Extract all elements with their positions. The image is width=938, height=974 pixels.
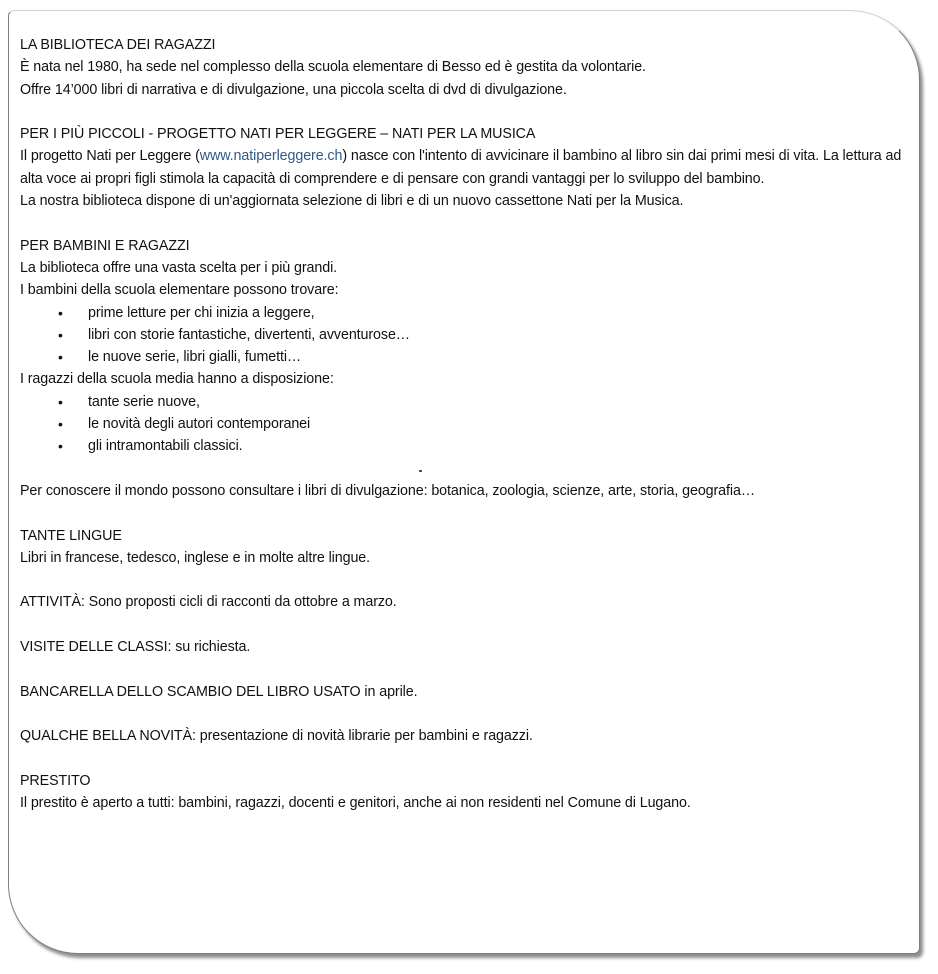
section-heading-bambini: PER BAMBINI E RAGAZZI (20, 237, 190, 254)
section-bancarella: BANCARELLA DELLO SCAMBIO DEL LIBRO USATO in aprile. (20, 683, 418, 700)
paragraph-line: Offre 14’000 libri di narrativa e di divulgazione, una piccola scelta di dvd di divulgazione. (20, 81, 567, 98)
section-heading-piccoli: PER I PIÙ PICCOLI - PROGETTO NATI PER LEGGERE – NATI PER LA MUSICA (20, 126, 536, 143)
list-scuola-media (20, 391, 920, 458)
section-heading-lingue: TANTE LINGUE (20, 527, 122, 544)
paragraph-line: Libri in francese, tedesco, inglese e in molte altre lingue. (20, 549, 371, 566)
section-heading-biblioteca: LA BIBLIOTECA DEI RAGAZZI (20, 37, 216, 53)
paragraph-divulgazione: Per conoscere il mondo possono consultare i libri di divulgazione: botanica, zoologia, scienze, arte, storia, geografia… (20, 482, 756, 499)
section-visite: VISITE DELLE CLASSI: su richiesta. (20, 639, 251, 656)
paragraph-line: I ragazzi della scuola media hanno a disposizione: (20, 371, 334, 388)
list-item: • le novità degli autori contemporanei (20, 413, 920, 435)
list-item: • le nuove serie, libri gialli, fumetti… (20, 346, 920, 368)
section-attivita: ATTIVITÀ: Sono proposti cicli di racconti da ottobre a marzo. (20, 594, 397, 611)
paragraph-line: È nata nel 1980, ha sede nel complesso della scuola elementare di Besso ed è gestita da volontarie. (20, 59, 646, 76)
paragraph-cassettone: La nostra biblioteca dispone di un'aggiornata selezione di libri e di un nuovo cassettone Nati per la Musica. (20, 193, 684, 210)
paragraph-nati-per-leggere: Il progetto Nati per Leggere (www.natiperleggere.ch) nasce con l'intento di avvicinare il bambino al libro sin dai primi mesi di vita. La lettura ad alta voce ai propri figli stimola la capacità di comprendere e di pensare con grandi vantaggi per lo sviluppo del bambino. (20, 148, 902, 187)
paragraph-line: Il prestito è aperto a tutti: bambini, ragazzi, docenti e genitori, anche ai non residenti nel Comune di Lugano. (20, 795, 691, 812)
paragraph-line: I bambini della scuola elementare possono trovare: (20, 282, 339, 299)
list-scuola-elementare (20, 302, 920, 369)
section-novita: QUALCHE BELLA NOVITÀ: presentazione di novità librarie per bambini e ragazzi. (20, 728, 533, 745)
list-item: • tante serie nuove, (20, 391, 920, 413)
scan-speck (419, 470, 422, 472)
document-content (20, 34, 920, 814)
list-item: • gli intramontabili classici. (20, 435, 920, 457)
list-item: • prime letture per chi inizia a leggere, (20, 302, 920, 324)
list-item: • libri con storie fantastiche, divertenti, avventurose… (20, 324, 920, 346)
section-heading-prestito: PRESTITO (20, 772, 91, 789)
natiperleggere-link[interactable]: www.natiperleggere.ch (199, 148, 343, 165)
paragraph-line: La biblioteca offre una vasta scelta per i più grandi. (20, 259, 338, 276)
